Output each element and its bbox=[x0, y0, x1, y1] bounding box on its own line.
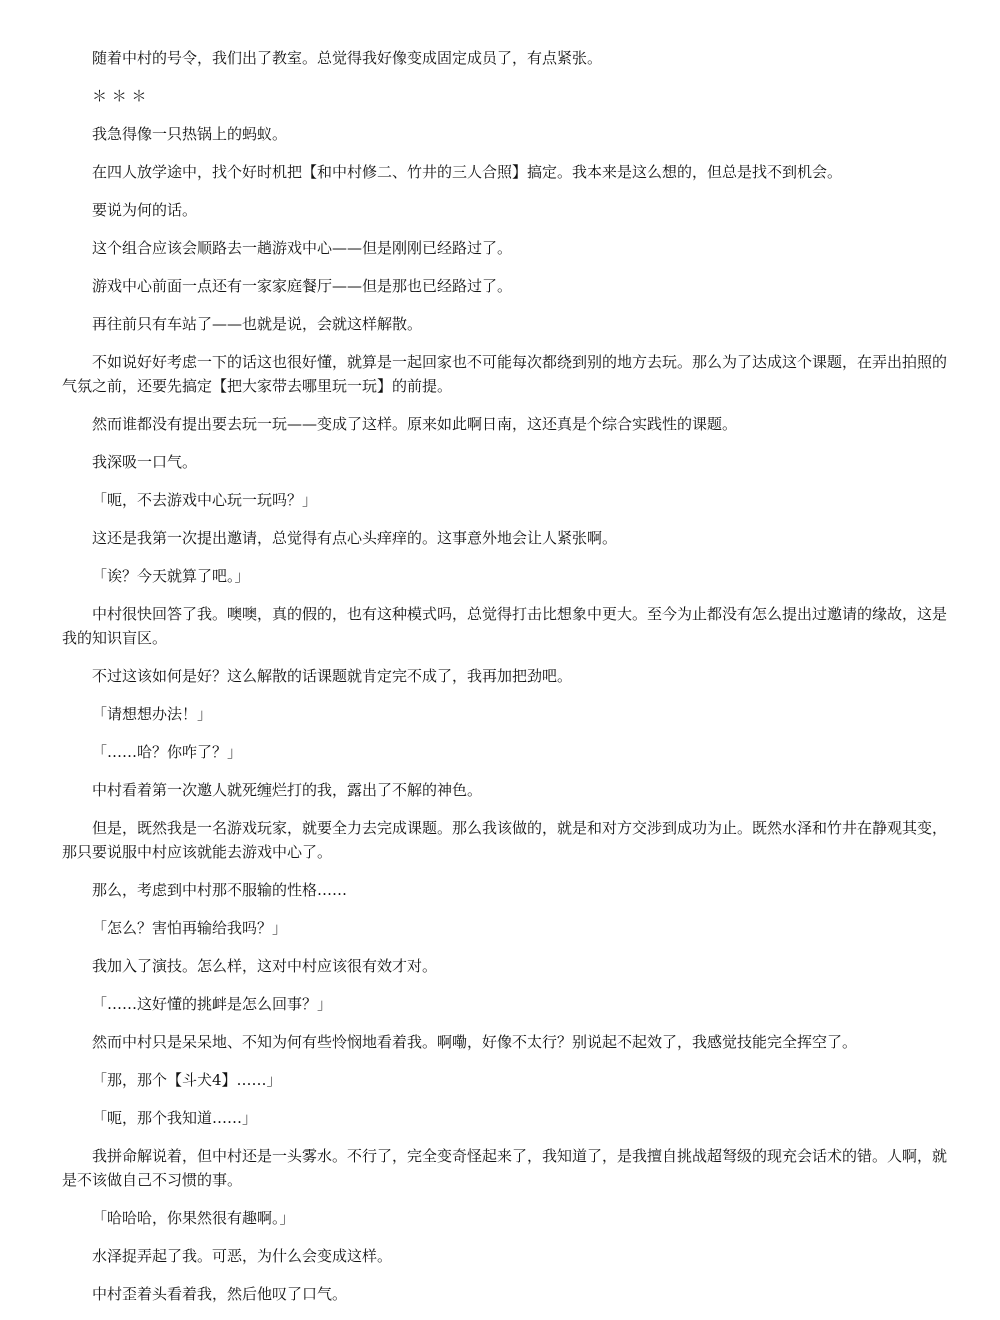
paragraph: 再往前只有车站了——也就是说，会就这样解散。 bbox=[92, 315, 423, 333]
paragraph: 水泽捉弄起了我。可恶，为什么会变成这样。 bbox=[92, 1247, 393, 1265]
paragraph: 要说为何的话。 bbox=[92, 201, 198, 219]
paragraph: 我加入了演技。怎么样，这对中村应该很有效才对。 bbox=[92, 957, 438, 975]
dialogue-line: 「请想想办法！」 bbox=[92, 705, 213, 723]
dialogue-line: 「哈哈哈，你果然很有趣啊。」 bbox=[92, 1209, 295, 1227]
dialogue-line: 「……哈？你咋了？」 bbox=[92, 743, 243, 761]
paragraph: 中村看着第一次邀人就死缠烂打的我，露出了不解的神色。 bbox=[92, 781, 483, 799]
body-text bbox=[62, 46, 950, 1320]
paragraph: 在四人放学途中，找个好时机把【和中村修二、竹井的三人合照】搞定。我本来是这么想的，但总是找不到机会。 bbox=[92, 163, 843, 181]
dialogue-line: 「呃，不去游戏中心玩一玩吗？」 bbox=[92, 491, 318, 509]
paragraph: 我深吸一口气。 bbox=[92, 453, 198, 471]
paragraph: 随着中村的号令，我们出了教室。总觉得我好像变成固定成员了，有点紧张。 bbox=[92, 49, 603, 67]
paragraph: 我拼命解说着，但中村还是一头雾水。不行了，完全变奇怪起来了，我知道了，是我擅自挑战超弩级的现充会话术的错。人啊，就是不该做自己不习惯的事。 bbox=[62, 1147, 948, 1189]
dialogue-line: 「……这好懂的挑衅是怎么回事？」 bbox=[92, 995, 333, 1013]
paragraph: 我急得像一只热锅上的蚂蚁。 bbox=[92, 125, 288, 143]
dialogue-line: 「怎么？害怕再输给我吗？」 bbox=[92, 919, 288, 937]
paragraph: 不过这该如何是好？这么解散的话课题就肯定完不成了，我再加把劲吧。 bbox=[92, 667, 573, 685]
paragraph: 游戏中心前面一点还有一家家庭餐厅——但是那也已经路过了。 bbox=[92, 277, 513, 295]
paragraph: 这个组合应该会顺路去一趟游戏中心——但是刚刚已经路过了。 bbox=[92, 239, 513, 257]
paragraph: 这还是我第一次提出邀请，总觉得有点心头痒痒的。这事意外地会让人紧张啊。 bbox=[92, 529, 618, 547]
dialogue-line: 「诶？今天就算了吧。」 bbox=[92, 567, 250, 585]
paragraph: 但是，既然我是一名游戏玩家，就要全力去完成课题。那么我该做的，就是和对方交涉到成功为止。既然水泽和竹井在静观其变，那只要说服中村应该就能去游戏中心了。 bbox=[62, 819, 948, 861]
scene-break: ＊ ＊ ＊ bbox=[92, 87, 147, 105]
dialogue-line: 「那，那个【斗犬4】……」 bbox=[92, 1071, 282, 1089]
paragraph: 不如说好好考虑一下的话这也很好懂，就算是一起回家也不可能每次都绕到别的地方去玩。那么为了达成这个课题，在弄出拍照的气氛之前，还要先搞定【把大家带去哪里玩一玩】的前提。 bbox=[62, 353, 948, 395]
paragraph: 中村很快回答了我。噢噢，真的假的，也有这种模式吗，总觉得打击比想象中更大。至今为止都没有怎么提出过邀请的缘故，这是我的知识盲区。 bbox=[62, 605, 948, 647]
dialogue-line: 「呃，那个我知道……」 bbox=[92, 1109, 258, 1127]
paragraph: 然而中村只是呆呆地、不知为何有些怜悯地看着我。啊嘞，好像不太行？别说起不起效了，我感觉技能完全挥空了。 bbox=[92, 1033, 858, 1051]
paragraph: 中村歪着头看着我，然后他叹了口气。 bbox=[92, 1285, 348, 1303]
paragraph: 然而谁都没有提出要去玩一玩——变成了这样。原来如此啊日南，这还真是个综合实践性的课题。 bbox=[92, 415, 738, 433]
paragraph: 那么，考虑到中村那不服输的性格…… bbox=[92, 881, 348, 899]
